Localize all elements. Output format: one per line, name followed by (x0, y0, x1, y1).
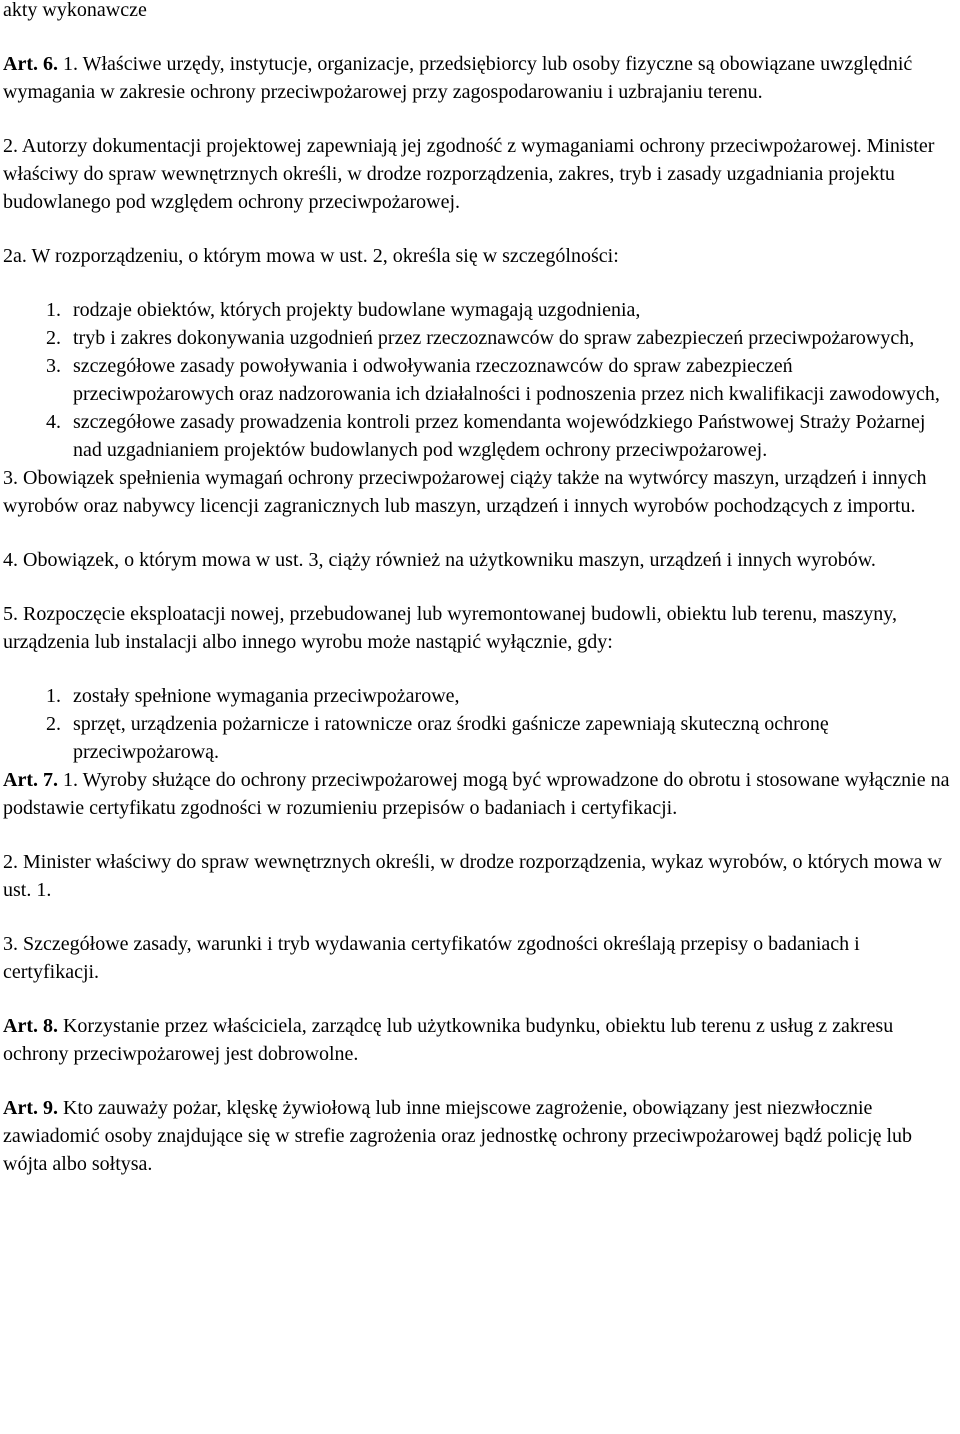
list-item-text: sprzęt, urządzenia pożarnicze i ratownicze oraz środki gaśnicze zapewniają skuteczną ochronę przeciwpożarową. (73, 713, 829, 763)
art7-par1-text: 1. Wyroby służące do ochrony przeciwpożarowej mogą być wprowadzone do obrotu i stosowane wyłącznie na podstawie certyfikatu zgodności w rozumieniu przepisów o badaniach i certyfikacji. (3, 769, 950, 819)
document-body (3, 0, 958, 1204)
art7-par1 (3, 766, 958, 822)
list-item-number: 2. (46, 713, 61, 735)
list-item (3, 682, 958, 710)
art6-par2a: 2a. W rozporządzeniu, o którym mowa w ust. 2, określa się w szczególności: (3, 245, 619, 267)
art6-label: Art. 6. (3, 53, 58, 75)
art6-par5-list (3, 682, 958, 766)
art8-label: Art. 8. (3, 1015, 58, 1037)
art9-text: Kto zauważy pożar, klęskę żywiołową lub inne miejscowe zagrożenie, obowiązany jest niezwłocznie zawiadomić osoby znajdujące się w strefie zagrożenia oraz jednostkę ochrony przeciwpożarowej bądź policję lub wójta albo sołtysa. (3, 1097, 913, 1175)
art7-par2: 2. Minister właściwy do spraw wewnętrznych określi, w drodze rozporządzenia, wykaz wyrobów, o których mowa w ust. 1. (3, 851, 942, 901)
art6-par3: 3. Obowiązek spełnienia wymagań ochrony przeciwpożarowej ciąży także na wytwórcy maszyn, urządzeń i innych wyrobów oraz nabywcy licencji zagranicznych lub maszyn, urządzeń i innych wyrobów pochodzących z importu. (3, 467, 927, 517)
list-item (3, 352, 958, 408)
art6-par5: 5. Rozpoczęcie eksploatacji nowej, przebudowanej lub wyremontowanej budowli, obiektu lub terenu, maszyny, urządzenia lub instalacji albo innego wyrobu może nastąpić wyłącznie, gdy: (3, 603, 897, 653)
art6-par2: 2. Autorzy dokumentacji projektowej zapewniają jej zgodność z wymaganiami ochrony przeciwpożarowej. Minister właściwy do spraw wewnętrznych określi, w drodze rozporządzenia, zakres, tryb i zasady uzgadniania projektu budowlanego pod względem ochrony przeciwpożarowej. (3, 135, 935, 213)
art6-par2a-list (3, 296, 958, 464)
art8-text: Korzystanie przez właściciela, zarządcę lub użytkownika budynku, obiektu lub terenu z usług z zakresu ochrony przeciwpożarowej jest dobrowolne. (3, 1015, 894, 1065)
art6-par1 (3, 50, 958, 106)
art6-par4: 4. Obowiązek, o którym mowa w ust. 3, ciąży również na użytkowniku maszyn, urządzeń i innych wyrobów. (3, 549, 876, 571)
list-item-text: zostały spełnione wymagania przeciwpożarowe, (73, 685, 460, 707)
art7-par3: 3. Szczegółowe zasady, warunki i tryb wydawania certyfikatów zgodności określają przepisy o badaniach i certyfikacji. (3, 933, 860, 983)
list-item-number: 4. (46, 411, 61, 433)
list-item-text: szczegółowe zasady powoływania i odwoływania rzeczoznawców do spraw zabezpieczeń przeciwpożarowych oraz nadzorowania ich działalności i podnoszenia przez nich kwalifikacji zawodowych, (73, 355, 940, 405)
list-item-number: 1. (46, 685, 61, 707)
art6-par1-text: 1. Właściwe urzędy, instytucje, organizacje, przedsiębiorcy lub osoby fizyczne są obowiązane uwzględnić wymagania w zakresie ochrony przeciwpożarowej przy zagospodarowaniu i uzbrajaniu terenu. (3, 53, 913, 103)
list-item-text: szczegółowe zasady prowadzenia kontroli przez komendanta wojewódzkiego Państwowej Straży Pożarnej nad uzgadnianiem projektów budowlanych pod względem ochrony przeciwpożarowej. (73, 411, 926, 461)
art7-label: Art. 7. (3, 769, 58, 791)
list-item-text: rodzaje obiektów, których projekty budowlane wymagają uzgodnienia, (73, 299, 641, 321)
list-item (3, 710, 958, 766)
art9-label: Art. 9. (3, 1097, 58, 1119)
list-item-number: 1. (46, 299, 61, 321)
art9-par (3, 1094, 958, 1178)
list-item (3, 296, 958, 324)
art8-par (3, 1012, 958, 1068)
list-item-text: tryb i zakres dokonywania uzgodnień przez rzeczoznawców do spraw zabezpieczeń przeciwpożarowych, (73, 327, 915, 349)
list-item-number: 3. (46, 355, 61, 377)
list-item-number: 2. (46, 327, 61, 349)
list-item (3, 408, 958, 464)
header-line: akty wykonawcze (3, 0, 147, 21)
list-item (3, 324, 958, 352)
